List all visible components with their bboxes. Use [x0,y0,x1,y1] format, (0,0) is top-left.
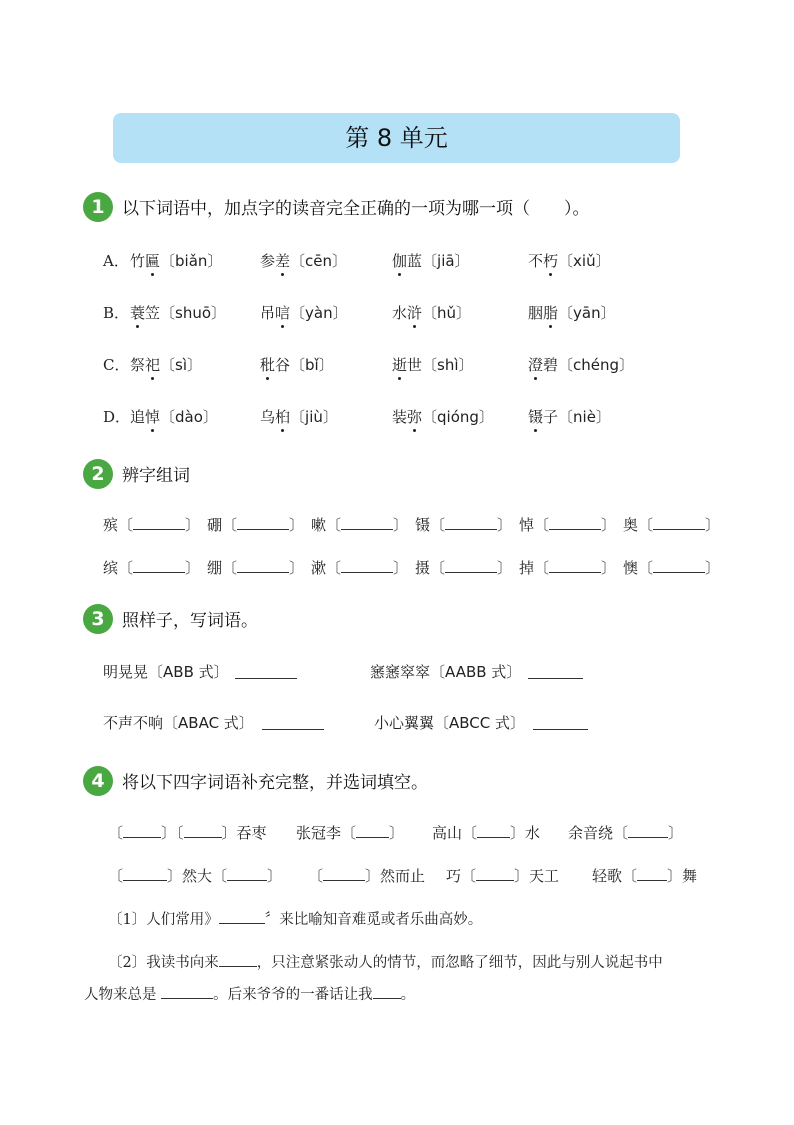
char-group-item: 漱〔 〕 [311,559,409,577]
option-word: 澄碧〔chéng〕 [528,356,635,374]
option-label[interactable]: C． [103,356,130,374]
question-1-title: 以下词语中，加点字的读音完全正确的一项为哪一项（ ）。 [122,199,590,219]
pinyin: 〔shì〕 [422,356,474,374]
option-word: 水浒〔hǔ〕 [392,304,472,322]
q3-example-word: 不声不响 [103,714,164,732]
pinyin: 〔yān〕 [558,304,616,322]
q4-blank[interactable] [184,823,222,838]
q3-pattern: 〔ABCC 式〕 [434,714,526,732]
question-number-1: 1 [83,192,113,222]
pinyin: 〔biǎn〕 [160,252,223,270]
q3-example-word: 小心翼翼 [374,714,435,732]
char-group-item: 摄〔 〕 [415,559,513,577]
char-group-item: 嗽〔 〕 [311,516,409,534]
option-word: 追悼〔dào〕 [130,408,218,426]
dotted-character: 逝 [392,356,408,374]
question-2-title: 辨字组词 [122,466,190,486]
unit-title-banner [113,113,680,163]
q3-pattern: 〔ABB 式〕 [148,663,229,681]
q3-answer-blank-3[interactable] [262,715,324,730]
q3-item-4 [374,712,525,733]
option-word: 蓑笠〔shuō〕 [130,304,227,322]
char-group-item: 缤〔 〕 [103,559,201,577]
word-blank[interactable] [445,558,497,573]
q4-idiom-3: 高山〔 〕水 [432,824,541,842]
q4-idiom-6: 〔 〕然而止 [308,867,426,885]
option-word: 乌桕〔jiù〕 [260,408,338,426]
option-word: 秕谷〔bǐ〕 [260,356,334,374]
q4-sentence-2-line-2: 人物来总是 。后来爷爷的一番话让我 。 [84,983,415,1004]
dotted-character: 差 [275,252,291,270]
pinyin: 〔cēn〕 [290,252,348,270]
q4-blank[interactable] [123,823,161,838]
pinyin: 〔niè〕 [558,408,611,426]
pinyin: 〔jiù〕 [290,408,338,426]
dotted-character: 脂 [543,304,559,322]
dotted-character: 祀 [145,356,161,374]
char-group-item: 悼〔 〕 [519,516,617,534]
option-word: 胭脂〔yān〕 [528,304,616,322]
dotted-character: 浒 [407,304,423,322]
q4-sentence-blank[interactable] [161,984,213,999]
dotted-character: 蓑 [130,304,146,322]
option-word: 竹匾〔biǎn〕 [130,252,223,270]
dotted-character: 澄 [528,356,544,374]
dotted-character: 悼 [145,408,161,426]
dotted-character: 唁 [275,304,291,322]
q4-idiom-2: 张冠李〔 〕 [296,824,405,842]
dotted-character: 桕 [275,408,291,426]
pinyin: 〔chéng〕 [558,356,635,374]
q4-blank[interactable] [476,866,514,881]
pinyin: 〔xiǔ〕 [558,252,611,270]
q4-sentence-blank[interactable] [373,984,401,999]
q4-blank[interactable] [227,866,267,881]
q4-idiom-7: 巧〔 〕天工 [446,867,560,885]
char-group-item: 懊〔 〕 [623,559,721,577]
q4-idiom-8: 轻歌〔 〕舞 [592,867,698,885]
q3-example-word: 明晃晃 [103,663,149,681]
q3-pattern: 〔AABB 式〕 [430,663,522,681]
option-word: 参差〔cēn〕 [260,252,348,270]
option-word: 伽蓝〔jiā〕 [392,252,470,270]
option-label[interactable]: B． [103,304,130,322]
pinyin: 〔jiā〕 [422,252,470,270]
question-number-3: 3 [83,604,113,634]
pinyin: 〔bǐ〕 [290,356,334,374]
word-blank[interactable] [133,558,185,573]
char-group-item: 绷〔 〕 [207,559,305,577]
option-word: 镊子〔niè〕 [528,408,611,426]
word-blank[interactable] [341,515,393,530]
question-number-4: 4 [83,766,113,796]
dotted-character: 弥 [407,408,423,426]
pinyin: 〔sì〕 [160,356,203,374]
char-group-item: 硼〔 〕 [207,516,305,534]
pinyin: 〔shuō〕 [160,304,227,322]
q4-blank[interactable] [637,866,667,881]
q4-idiom-4: 余音绕〔 〕 [568,824,684,842]
dotted-character: 秕 [260,356,276,374]
pinyin: 〔dào〕 [160,408,218,426]
q3-item-2 [370,661,521,682]
word-blank[interactable] [133,515,185,530]
q3-pattern: 〔ABAC 式〕 [163,714,254,732]
q4-idiom-1: 〔 〕〔 〕吞枣 [108,824,267,842]
dotted-character: 镊 [528,408,544,426]
q3-item-1 [103,661,229,682]
q3-answer-blank-2[interactable] [528,664,583,679]
q3-answer-blank-1[interactable] [235,664,297,679]
pinyin: 〔qióng〕 [422,408,494,426]
pinyin: 〔yàn〕 [290,304,348,322]
word-blank[interactable] [549,558,601,573]
q4-sentence-2-line-1: 〔2〕我读书向来 ，只注意紧张动人的情节，而忽略了细节，因此与别人说起书中 [108,951,663,972]
char-group-item: 奥〔 〕 [623,516,721,534]
q4-blank[interactable] [123,866,167,881]
q4-blank[interactable] [628,823,668,838]
q3-example-word: 窸窸窣窣 [370,663,431,681]
char-group-item: 殡〔 〕 [103,516,201,534]
dotted-character: 匾 [145,252,161,270]
question-number-2: 2 [83,459,113,489]
word-blank[interactable] [549,515,601,530]
word-blank[interactable] [653,558,705,573]
question-4-title: 将以下四字词语补充完整，并选词填空。 [122,773,428,793]
dotted-character: 伽 [392,252,408,270]
option-word: 不朽〔xiǔ〕 [528,252,611,270]
option-label[interactable]: D． [103,408,131,426]
char-group-item: 掉〔 〕 [519,559,617,577]
q4-sentence-blank[interactable] [219,909,265,924]
q4-blank[interactable] [356,823,389,838]
char-group-item: 镊〔 〕 [415,516,513,534]
dotted-character: 朽 [543,252,559,270]
option-word: 吊唁〔yàn〕 [260,304,348,322]
option-word: 祭祀〔sì〕 [130,356,203,374]
q4-sentence-1: 〔1〕人们常用》 〞来比喻知音难觅或者乐曲高妙。 [108,908,482,929]
q4-idiom-5: 〔 〕然大〔 〕 [108,867,283,885]
q4-blank[interactable] [477,823,510,838]
q4-blank[interactable] [323,866,365,881]
option-label[interactable]: A． [103,252,129,270]
word-blank[interactable] [341,558,393,573]
word-blank[interactable] [237,515,289,530]
word-blank[interactable] [653,515,705,530]
q3-item-3 [103,712,254,733]
option-word: 逝世〔shì〕 [392,356,474,374]
option-word: 装弥〔qióng〕 [392,408,494,426]
unit-title: 第 8 单元 [345,124,448,152]
pinyin: 〔hǔ〕 [422,304,472,322]
q4-sentence-blank[interactable] [219,952,257,967]
word-blank[interactable] [445,515,497,530]
question-3-title: 照样子，写词语。 [122,611,258,631]
word-blank[interactable] [237,558,289,573]
q3-answer-blank-4[interactable] [533,715,588,730]
